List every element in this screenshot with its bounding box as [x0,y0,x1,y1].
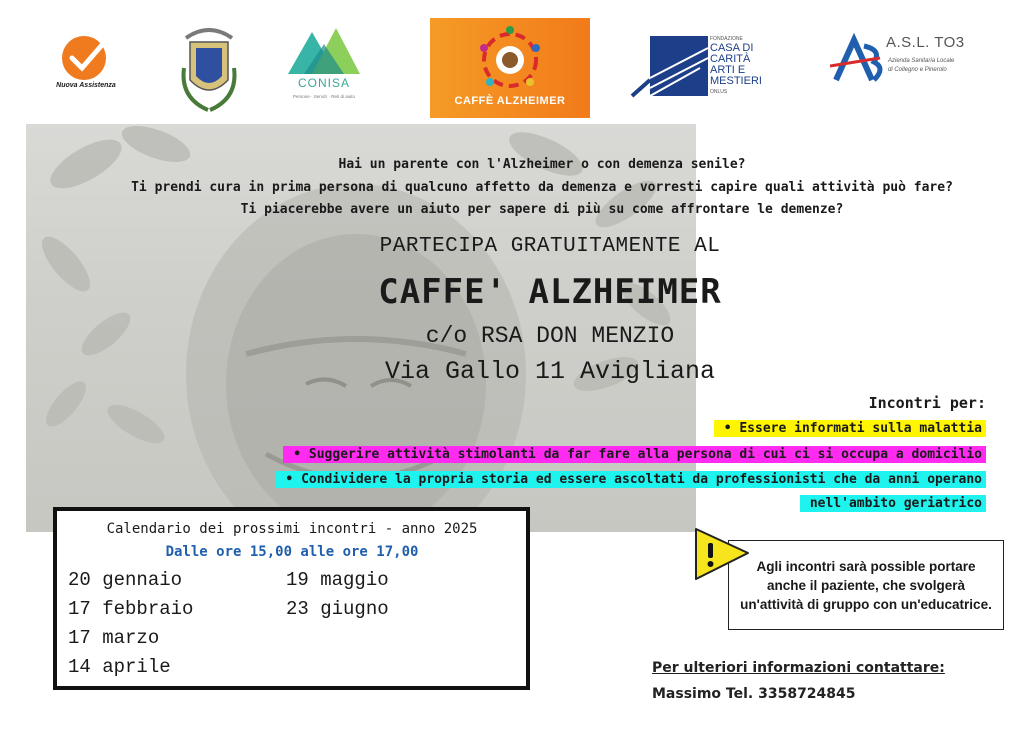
calendar-date: 23 giugno [286,598,389,620]
casa-logo-line5: MESTIERI [710,75,762,87]
calendar-date: 14 aprile [68,656,171,678]
intro-question-1: Hai un parente con l'Alzheimer o con demenza senile? [338,157,746,172]
casa-di-carita-logo [630,18,770,118]
calendar-box [53,507,530,690]
incontri-item-2-text: Suggerire attività stimolanti da far fare alla persona di cui ci si occupa a domicilio [308,447,982,462]
calendar-date: 17 marzo [68,627,160,649]
partecipa-heading: PARTECIPA GRATUITAMENTE AL [379,235,721,258]
calendar-date: 20 gennaio [68,569,183,591]
incontri-item-1-text: Essere informati sulla malattia [739,421,982,436]
nuova-assistenza-logo [52,18,122,118]
casa-logo-line2: CASA DI [710,42,754,54]
warning-text: Agli incontri sarà possible portare anche il paziente, che svolgerà un'attività di gruppo con un'educatrice. [740,558,992,612]
conisa-logo-text: CONISA [297,76,350,90]
warning-box [728,540,1004,630]
caffe-alzheimer-logo [430,18,590,118]
conisa-logo-tagline: Persone · Servizi · Reti di aiuto [292,94,356,99]
incontri-item-attivita: • Suggerire attività stimolanti da far fare alla persona di cui ci si occupa a domicilio [283,446,986,463]
incontri-item-condividere-cont: nell'ambito geriatrico [800,495,986,512]
venue-address: Via Gallo 11 Avigliana [384,357,716,386]
conisa-logo [278,18,370,118]
intro-question-3: Ti piacerebbe avere un aiuto per sapere di più su come affrontare le demenze? [240,202,844,217]
nuova-logo-text: Nuova Assistenza [56,82,116,89]
casa-logo-line3: CARITÀ [710,53,751,65]
caffe-logo-text: CAFFÈ ALZHEIMER [454,95,566,107]
asl-to3-logo [830,18,980,118]
casa-logo-line1: FONDAZIONE [710,36,743,42]
incontri-heading: Incontri per: [868,394,986,412]
incontri-item-condividere: • Condividere la propria storia ed essere ascoltati da professionisti che da anni operano [275,471,986,488]
comune-crest-logo [178,18,240,118]
calendar-date: 17 febbraio [68,598,194,620]
casa-logo-line4: ARTI E [710,64,746,76]
warning-icon [690,523,752,585]
calendar-date: 19 maggio [286,569,389,591]
asl-logo-sub1: Azienda Sanitaria Locale [888,58,955,64]
intro-question-2: Ti prendi cura in prima persona di qualcuno affetto da demenza e vorresti capire quali attività può fare? [131,180,953,195]
incontri-item-informati: • Essere informati sulla malattia [714,420,986,437]
asl-logo-sub2: di Collegno e Pinerolo [888,67,947,73]
contact-heading: Per ulteriori informazioni contattare: [652,660,945,676]
asl-logo-name: A.S.L. TO3 [886,34,965,51]
caffe-alzheimer-title: CAFFE' ALZHEIMER [378,272,722,312]
calendar-time: Dalle ore 15,00 alle ore 17,00 [165,544,419,560]
contact-phone: Massimo Tel. 3358724845 [652,686,856,702]
venue-name: c/o RSA DON MENZIO [425,323,675,349]
casa-logo-line6: ONLUS [710,89,728,95]
incontri-item-3-text: Condividere la propria storia ed essere ascoltati da professionisti che da anni operano [301,472,982,487]
calendar-title: Calendario dei prossimi incontri - anno 2025 [106,521,478,537]
